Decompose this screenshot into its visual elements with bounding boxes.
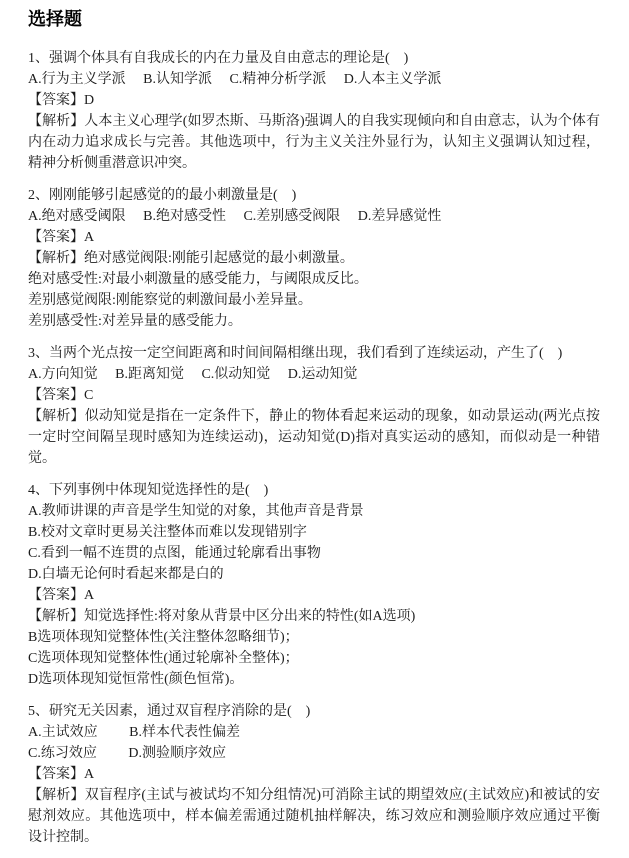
question-options xyxy=(28,501,600,585)
question-block xyxy=(28,185,600,332)
option-line: A.行为主义学派 B.认知学派 C.精神分析学派 D.人本主义学派 xyxy=(28,72,442,87)
question-options xyxy=(28,69,600,90)
option-line: C.看到一幅不连贯的点图，能通过轮廓看出事物 xyxy=(28,546,321,561)
option-line: C.练习效应 D.测验顺序效应 xyxy=(28,746,226,761)
explanation-para xyxy=(28,406,600,469)
answer-label: 【答案】 xyxy=(28,767,84,782)
option-line: A.主试效应 B.样本代表性偏差 xyxy=(28,725,240,740)
page-title: 选择题 xyxy=(28,9,82,29)
answer-line xyxy=(28,227,600,248)
question-options xyxy=(28,722,600,764)
explanation-extra xyxy=(28,269,600,332)
answer-label: 【答案】 xyxy=(28,93,84,108)
answer-line xyxy=(28,585,600,606)
explanation-line: B选项体现知觉整体性(关注整体忽略细节)； xyxy=(28,630,299,645)
explanation-line: 差别感觉阀限:刚能察觉的刺激间最小差异量。 xyxy=(28,293,312,308)
question-stem: 4、下列事例中体现知觉选择性的是( ) xyxy=(28,483,269,498)
explanation-para xyxy=(28,606,600,627)
explanation-text: 绝对感觉阀限:刚能引起感觉的最小刺激量。 xyxy=(84,251,354,266)
question-options xyxy=(28,206,600,227)
explanation-text: 似动知觉是指在一定条件下，静止的物体看起来运动的现象，如动景运动(两光点按一定时空间隔呈现时感知为连续运动)，运动知觉(D)指对真实运动的感知，而似动是一种错觉。 xyxy=(28,409,600,466)
explanation-text: 双盲程序(主试与被试均不知分组情况)可消除主试的期望效应(主试效应)和被试的安慰剂效应。其他选项中，样本偏差需通过随机抽样解决，练习效应和测验顺序效应通过平衡设计控制。 xyxy=(28,788,600,845)
question-stem: 3、当两个光点按一定空间距离和时间间隔相继出现，我们看到了连续运动，产生了( ) xyxy=(28,346,563,361)
explanation-text: 知觉选择性:将对象从背景中区分出来的特性(如A选项) xyxy=(84,609,416,624)
question-options xyxy=(28,364,600,385)
explanation-para xyxy=(28,248,600,269)
answer-label: 【答案】 xyxy=(28,230,84,245)
question-block xyxy=(28,48,600,174)
explanation-line: D选项体现知觉恒常性(颜色恒常)。 xyxy=(28,672,244,687)
answer-line xyxy=(28,385,600,406)
answer-label: 【答案】 xyxy=(28,588,84,603)
answer-line xyxy=(28,764,600,785)
explanation-label: 【解析】 xyxy=(28,251,84,266)
question-block xyxy=(28,343,600,469)
answer-value: A xyxy=(84,588,95,603)
answer-label: 【答案】 xyxy=(28,388,84,403)
answer-value: A xyxy=(84,767,95,782)
option-line: B.校对文章时更易关注整体而难以发现错别字 xyxy=(28,525,307,540)
option-line: A.绝对感受阈限 B.绝对感受性 C.差别感受阀限 D.差异感觉性 xyxy=(28,209,442,224)
answer-value: A xyxy=(84,230,95,245)
question-stem: 2、刚刚能够引起感觉的的最小刺激量是( ) xyxy=(28,188,297,203)
answer-value: C xyxy=(84,388,94,403)
question-stem: 1、强调个体具有自我成长的内在力量及自由意志的理论是( ) xyxy=(28,51,409,66)
explanation-label: 【解析】 xyxy=(28,114,85,129)
answer-line xyxy=(28,90,600,111)
option-line: A.方向知觉 B.距离知觉 C.似动知觉 D.运动知觉 xyxy=(28,367,358,382)
question-block xyxy=(28,701,600,848)
explanation-para xyxy=(28,111,600,174)
answer-value: D xyxy=(84,93,95,108)
question-block xyxy=(28,480,600,690)
questions-section xyxy=(28,48,600,848)
explanation-line: C选项体现知觉整体性(通过轮廓补全整体)； xyxy=(28,651,299,666)
explanation-text: 人本主义心理学(如罗杰斯、马斯洛)强调人的自我实现倾向和自由意志，认为个体有内在动力追求成长与完善。其他选项中，行为主义关注外显行为，认知主义强调认知过程，精神分析侧重潜意识冲突。 xyxy=(28,114,600,171)
option-line: D.白墙无论何时看起来都是白的 xyxy=(28,567,224,582)
explanation-line: 差别感受性:对差异量的感受能力。 xyxy=(28,314,242,329)
explanation-extra xyxy=(28,627,600,690)
explanation-para xyxy=(28,785,600,848)
explanation-label: 【解析】 xyxy=(28,609,84,624)
option-line: A.教师讲课的声音是学生知觉的对象，其他声音是背景 xyxy=(28,504,364,519)
question-stem: 5、研究无关因素，通过双盲程序消除的是( ) xyxy=(28,704,311,719)
explanation-label: 【解析】 xyxy=(28,788,85,803)
explanation-line: 绝对感受性:对最小刺激量的感受能力，与阈限成反比。 xyxy=(28,272,368,287)
explanation-label: 【解析】 xyxy=(28,409,85,424)
